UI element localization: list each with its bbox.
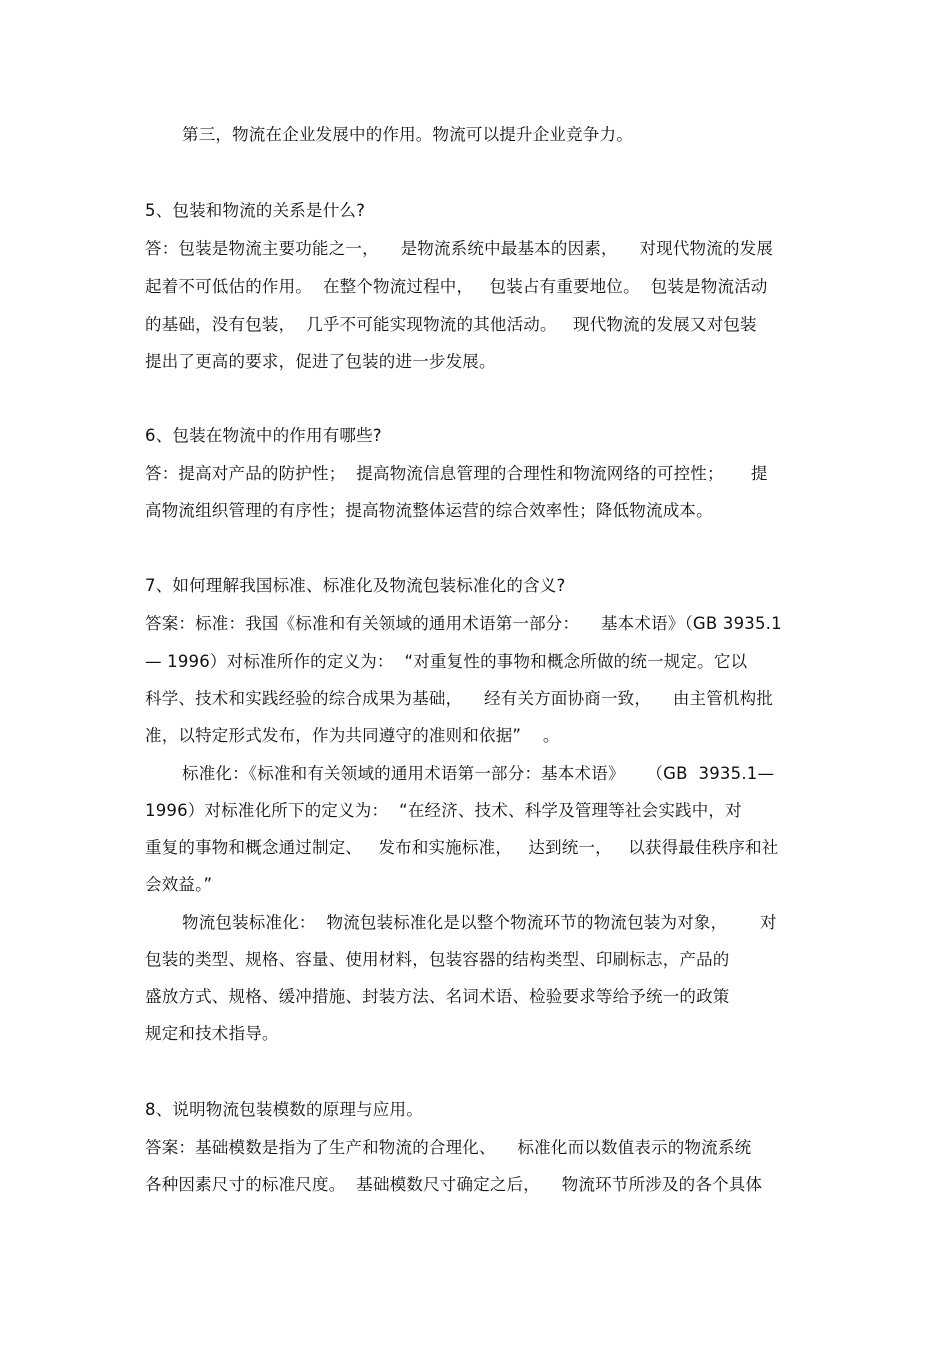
paragraph-line: 答案：基础模数是指为了生产和物流的合理化、 标准化而以数值表示的物流系统 xyxy=(145,1138,752,1157)
paragraph-line: 重复的事物和概念通过制定、 发布和实施标准， 达到统一， 以获得最佳秩序和社 xyxy=(145,838,779,857)
paragraph-line: 盛放方式、规格、缓冲措施、封装方法、名词术语、检验要求等给予统一的政策 xyxy=(145,987,730,1006)
paragraph-line: 提出了更高的要求，促进了包装的进一步发展。 xyxy=(145,352,496,371)
paragraph-line: 1996）对标准化所下的定义为： “在经济、技术、科学及管理等社会实践中，对 xyxy=(145,801,742,820)
paragraph-line: 第三，物流在企业发展中的作用。物流可以提升企业竞争力。 xyxy=(182,125,633,144)
paragraph-line: 的基础，没有包装， 几乎不可能实现物流的其他活动。 现代物流的发展又对包装 xyxy=(145,315,757,334)
question-heading: 7、如何理解我国标准、标准化及物流包装标准化的含义? xyxy=(145,576,566,595)
paragraph-line: 高物流组织管理的有序性；提高物流整体运营的综合效率性；降低物流成本。 xyxy=(145,501,713,520)
paragraph-line: 起着不可低估的作用。 在整个物流过程中， 包装占有重要地位。 包装是物流活动 xyxy=(145,277,768,296)
paragraph-line: 答：提高对产品的防护性； 提高物流信息管理的合理性和物流网络的可控性； 提 xyxy=(145,464,768,483)
paragraph-line: 标准化：《标准和有关领域的通用术语第一部分：基本术语》 （GB 3935.1— xyxy=(182,764,775,783)
question-heading: 8、说明物流包装模数的原理与应用。 xyxy=(145,1100,423,1119)
paragraph-line: 各种因素尺寸的标准尺度。 基础模数尺寸确定之后， 物流环节所涉及的各个具体 xyxy=(145,1175,763,1194)
question-heading: 5、包装和物流的关系是什么? xyxy=(145,201,366,220)
paragraph-line: 物流包装标准化： 物流包装标准化是以整个物流环节的物流包装为对象， 对 xyxy=(182,913,777,932)
paragraph-line: 科学、技术和实践经验的综合成果为基础， 经有关方面协商一致， 由主管机构批 xyxy=(145,689,774,708)
paragraph-line: — 1996）对标准所作的定义为： “对重复性的事物和概念所做的统一规定。它以 xyxy=(145,652,748,671)
question-heading: 6、包装在物流中的作用有哪些? xyxy=(145,426,382,445)
paragraph-line: 答案：标准：我国《标准和有关领域的通用术语第一部分： 基本术语》（GB 3935.1 xyxy=(145,614,782,633)
paragraph-line: 答：包装是物流主要功能之一， 是物流系统中最基本的因素， 对现代物流的发展 xyxy=(145,239,774,258)
paragraph-line: 会效益。” xyxy=(145,875,213,894)
paragraph-line: 规定和技术指导。 xyxy=(145,1024,279,1043)
paragraph-line: 包装的类型、规格、容量、使用材料，包装容器的结构类型、印刷标志，产品的 xyxy=(145,950,730,969)
paragraph-line: 准，以特定形式发布，作为共同遵守的准则和依据” 。 xyxy=(145,726,560,745)
